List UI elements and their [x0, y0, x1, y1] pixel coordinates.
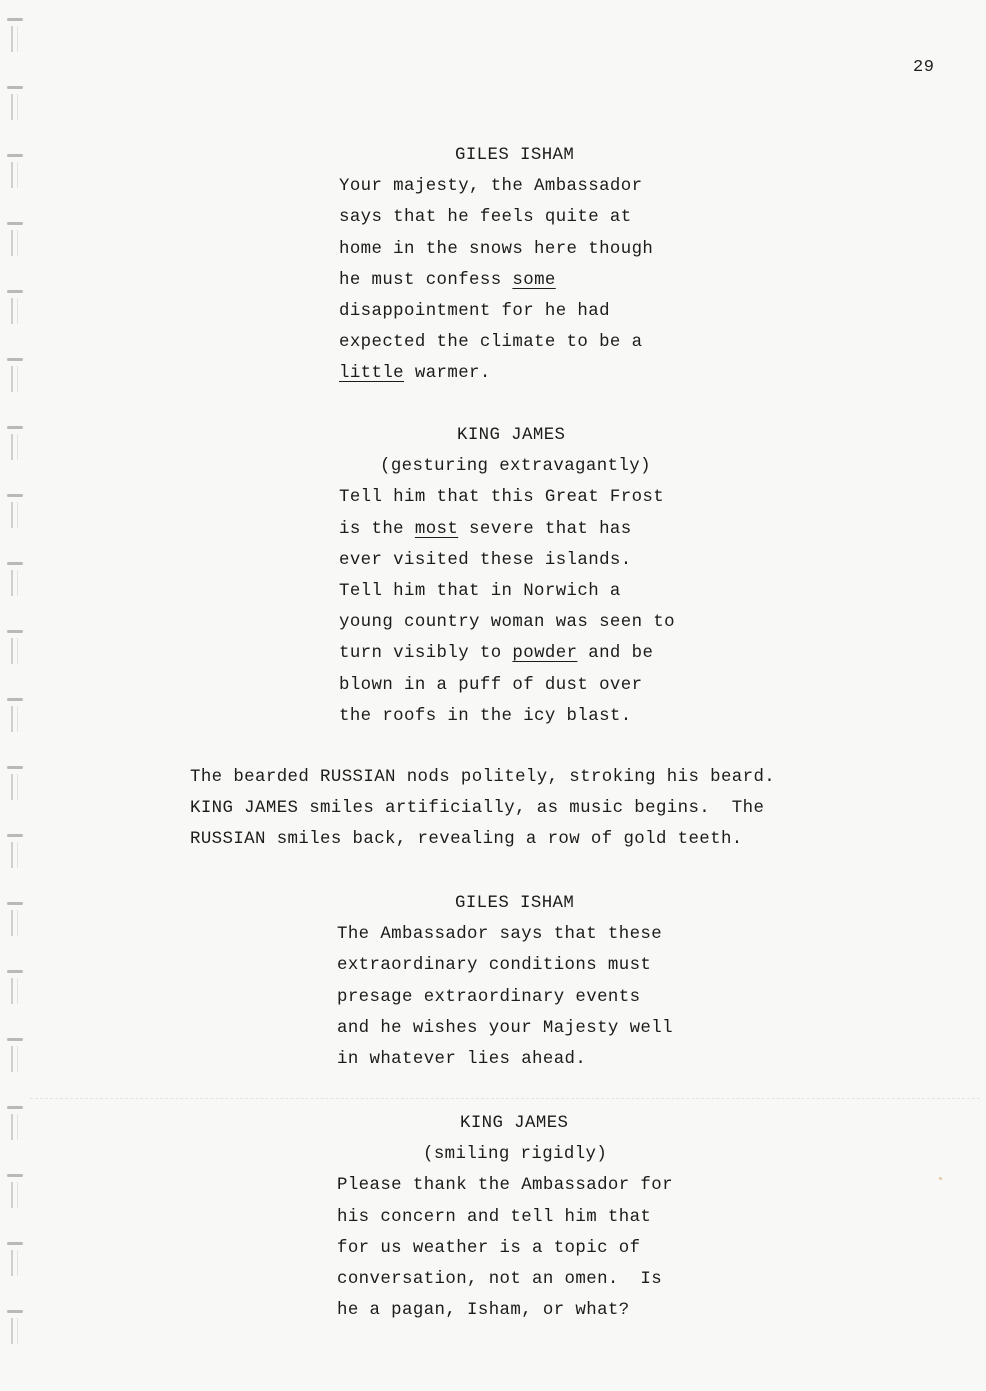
dialogue-line: expected the climate to be a — [339, 333, 643, 353]
dialogue-line: he a pagan, Isham, or what? — [337, 1301, 630, 1321]
spiral-binding — [0, 0, 34, 1391]
text-segment: severe that has — [458, 519, 632, 539]
binding-ring — [7, 698, 25, 734]
paper-speck — [939, 1177, 942, 1180]
text-segment: and be — [577, 644, 654, 664]
dialogue-line — [339, 643, 653, 665]
binding-ring — [7, 766, 25, 802]
dialogue-line: for us weather is a topic of — [337, 1238, 641, 1258]
binding-ring — [7, 1310, 25, 1346]
dialogue-line: ever visited these islands. — [339, 550, 632, 570]
character-name: KING JAMES — [460, 1114, 569, 1133]
parenthetical: (gesturing extravagantly) — [380, 457, 651, 477]
binding-ring — [7, 494, 25, 530]
underlined-word: most — [414, 519, 459, 539]
dialogue-line: Tell him that in Norwich a — [339, 582, 621, 601]
action-line: RUSSIAN smiles back, revealing a row of gold teeth. — [190, 830, 743, 850]
page-number: 29 — [913, 58, 935, 77]
action-line: KING JAMES smiles artificially, as music begins. The — [190, 799, 765, 819]
binding-ring — [7, 154, 25, 190]
dialogue-line: the roofs in the icy blast. — [339, 706, 632, 726]
binding-ring — [7, 1038, 25, 1074]
binding-ring — [7, 18, 25, 54]
dialogue-line: conversation, not an omen. Is — [337, 1270, 663, 1289]
binding-ring — [7, 1106, 25, 1142]
dialogue-line: presage extraordinary events — [337, 987, 641, 1007]
text-segment: turn visibly to — [339, 644, 513, 664]
dialogue-line: Please thank the Ambassador for — [337, 1176, 673, 1196]
binding-ring — [7, 970, 25, 1006]
dialogue-line: in whatever lies ahead. — [337, 1050, 587, 1069]
dialogue-line — [339, 270, 556, 292]
dialogue-line: extraordinary conditions must — [337, 956, 652, 976]
binding-ring — [7, 562, 25, 598]
underlined-word: little — [339, 364, 405, 384]
binding-ring — [7, 290, 25, 326]
underlined-word: powder — [512, 644, 578, 664]
binding-ring — [7, 86, 25, 122]
parenthetical: (smiling rigidly) — [423, 1145, 608, 1165]
dialogue-line: his concern and tell him that — [337, 1207, 652, 1227]
character-name: GILES ISHAM — [455, 894, 575, 913]
dialogue-line: The Ambassador says that these — [337, 925, 663, 945]
dialogue-line: says that he feels quite at — [339, 208, 632, 228]
dialogue-line: home in the snows here though — [339, 239, 654, 259]
dialogue-line — [339, 363, 491, 385]
character-name: KING JAMES — [457, 426, 566, 445]
paper-fold-line — [30, 1098, 980, 1099]
binding-ring — [7, 358, 25, 394]
binding-ring — [7, 834, 25, 870]
text-segment: he must confess — [339, 270, 513, 290]
dialogue-line: blown in a puff of dust over — [339, 675, 643, 695]
text-segment: is the — [339, 519, 415, 539]
text-segment: warmer. — [404, 364, 491, 384]
dialogue-line: and he wishes your Majesty well — [337, 1018, 673, 1038]
dialogue-line: young country woman was seen to — [339, 613, 675, 633]
binding-ring — [7, 1174, 25, 1210]
binding-ring — [7, 902, 25, 938]
binding-ring — [7, 222, 25, 258]
underlined-word: some — [512, 270, 556, 290]
dialogue-line: disappointment for he had — [339, 302, 610, 321]
dialogue-line: Your majesty, the Ambassador — [339, 177, 643, 197]
binding-ring — [7, 630, 25, 666]
dialogue-line: Tell him that this Great Frost — [339, 488, 665, 508]
character-name: GILES ISHAM — [455, 146, 575, 165]
binding-ring — [7, 426, 25, 462]
binding-ring — [7, 1242, 25, 1278]
action-line: The bearded RUSSIAN nods politely, stroking his beard. — [190, 768, 776, 787]
dialogue-line — [339, 519, 632, 541]
